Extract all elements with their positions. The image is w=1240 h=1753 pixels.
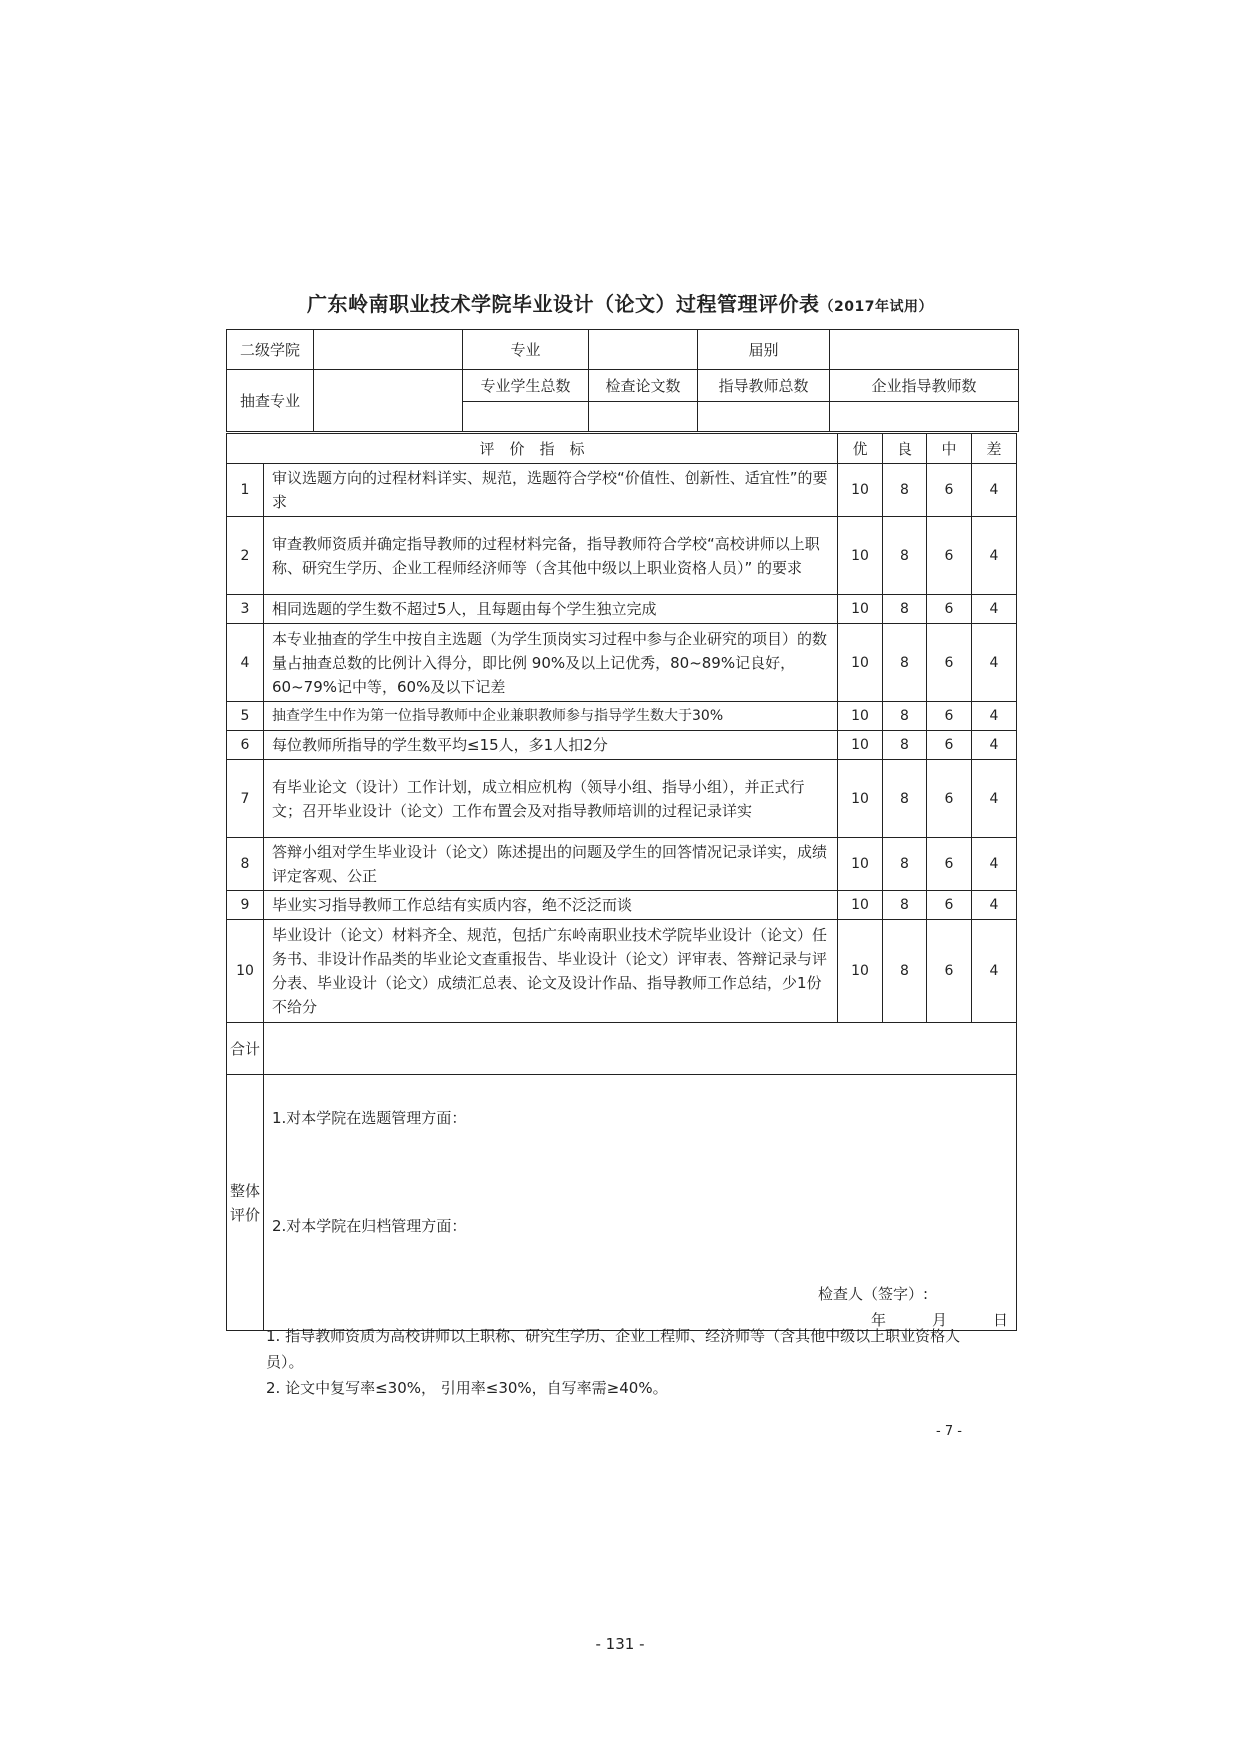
col-enterprise-teachers: 企业指导教师数: [830, 370, 1019, 402]
form-title-suffix: （2017年试用）: [819, 299, 933, 315]
footnote-1: 1. 指导教师资质为高校讲师以上职称、研究生学历、企业工程师、经济师等（含其他中级以上职业资格人员）。: [266, 1327, 961, 1371]
row-number: 9: [227, 891, 264, 920]
table-row: [227, 702, 1017, 731]
score-good[interactable]: 8: [883, 760, 927, 838]
outer-page-number: - 131 -: [595, 1635, 645, 1653]
row-number: 10: [227, 920, 264, 1023]
col-total-teachers: 指导教师总数: [698, 370, 830, 402]
row-number: 6: [227, 731, 264, 760]
score-fair[interactable]: 6: [927, 891, 972, 920]
criteria-table: [226, 433, 1017, 1331]
score-excellent[interactable]: 10: [838, 760, 883, 838]
score-fair[interactable]: 6: [927, 702, 972, 731]
score-poor[interactable]: 4: [972, 517, 1017, 595]
table-row: [227, 464, 1017, 517]
month-label: 月: [931, 1311, 947, 1329]
criterion-text: 每位教师所指导的学生数平均≤15人，多1人扣2分: [264, 731, 838, 760]
criterion-text: 毕业设计（论文）材料齐全、规范，包括广东岭南职业技术学院毕业设计（论文）任务书、非设计作品类的毕业论文查重报告、毕业设计（论文）评审表、答辩记录与评分表、毕业设计（论文）成绩汇总表、论文及设计作品、指导教师工作总结，少1份不给分: [264, 920, 838, 1023]
day-label: 日: [993, 1311, 1009, 1329]
college-field[interactable]: [314, 330, 463, 370]
college-label: 二级学院: [227, 330, 314, 370]
col-total-students: 专业学生总数: [463, 370, 589, 402]
table-row: [227, 731, 1017, 760]
score-poor[interactable]: 4: [972, 702, 1017, 731]
table-row: [227, 760, 1017, 838]
table-row: [227, 891, 1017, 920]
grade-good: 良: [883, 434, 927, 464]
score-excellent[interactable]: 10: [838, 464, 883, 517]
overall-item-topic: 1.对本学院在选题管理方面：: [272, 1109, 467, 1127]
criterion-text: 抽查学生中作为第一位指导教师中企业兼职教师参与指导学生数大于30%: [264, 702, 838, 731]
table-row: [227, 517, 1017, 595]
score-fair[interactable]: 6: [927, 517, 972, 595]
score-excellent[interactable]: 10: [838, 517, 883, 595]
score-fair[interactable]: 6: [927, 595, 972, 624]
total-students-field[interactable]: [463, 402, 589, 432]
score-excellent[interactable]: 10: [838, 838, 883, 891]
score-excellent[interactable]: 10: [838, 595, 883, 624]
footnotes: [266, 1323, 996, 1401]
score-good[interactable]: 8: [883, 891, 927, 920]
score-poor[interactable]: 4: [972, 464, 1017, 517]
overall-evaluation-field[interactable]: [264, 1075, 1017, 1331]
row-number: 3: [227, 595, 264, 624]
sample-major-label: 抽查专业: [227, 370, 314, 432]
score-good[interactable]: 8: [883, 595, 927, 624]
criterion-text: 有毕业论文（设计）工作计划，成立相应机构（领导小组、指导小组），并正式行文；召开毕业设计（论文）工作布置会及对指导教师培训的过程记录详实: [264, 760, 838, 838]
major-label: 专业: [463, 330, 589, 370]
inspector-signature-label: 检查人（签字）:: [817, 1285, 929, 1303]
criterion-text: 相同选题的学生数不超过5人，且每题由每个学生独立完成: [264, 595, 838, 624]
table-row: [227, 920, 1017, 1023]
criteria-heading: 评 价 指 标: [227, 434, 838, 464]
overall-item-archive: 2.对本学院在归档管理方面：: [272, 1217, 467, 1235]
enterprise-teachers-field[interactable]: [830, 402, 1019, 432]
score-good[interactable]: 8: [883, 517, 927, 595]
score-poor[interactable]: 4: [972, 891, 1017, 920]
score-good[interactable]: 8: [883, 920, 927, 1023]
row-number: 1: [227, 464, 264, 517]
score-good[interactable]: 8: [883, 624, 927, 702]
score-poor[interactable]: 4: [972, 760, 1017, 838]
score-good[interactable]: 8: [883, 702, 927, 731]
inner-page-number: - 7 -: [936, 1424, 962, 1439]
score-fair[interactable]: 6: [927, 731, 972, 760]
footnote-2: 2. 论文中复写率≤30%， 引用率≤30%，自写率需≥40%。: [266, 1379, 668, 1397]
form-title-main: 广东岭南职业技术学院毕业设计（论文）过程管理评价表: [307, 292, 820, 316]
score-fair[interactable]: 6: [927, 760, 972, 838]
score-poor[interactable]: 4: [972, 731, 1017, 760]
score-poor[interactable]: 4: [972, 624, 1017, 702]
table-row: [227, 624, 1017, 702]
criterion-text: 毕业实习指导教师工作总结有实质内容，绝不泛泛而谈: [264, 891, 838, 920]
total-label: 合计: [227, 1023, 264, 1075]
checked-papers-field[interactable]: [589, 402, 698, 432]
cohort-label: 届别: [698, 330, 830, 370]
overall-label: 整体评价: [227, 1075, 264, 1331]
major-field[interactable]: [589, 330, 698, 370]
score-good[interactable]: 8: [883, 838, 927, 891]
cohort-field[interactable]: [830, 330, 1019, 370]
score-fair[interactable]: 6: [927, 464, 972, 517]
row-number: 5: [227, 702, 264, 731]
col-checked-papers: 检查论文数: [589, 370, 698, 402]
score-poor[interactable]: 4: [972, 595, 1017, 624]
score-fair[interactable]: 6: [927, 624, 972, 702]
row-number: 8: [227, 838, 264, 891]
table-row: [227, 595, 1017, 624]
criterion-text: 审查教师资质并确定指导教师的过程材料完备，指导教师符合学校“高校讲师以上职称、研究生学历、企业工程师经济师等（含其他中级以上职业资格人员）” 的要求: [264, 517, 838, 595]
row-number: 7: [227, 760, 264, 838]
criterion-text: 答辩小组对学生毕业设计（论文）陈述提出的问题及学生的回答情况记录详实，成绩评定客观、公正: [264, 838, 838, 891]
grade-fair: 中: [927, 434, 972, 464]
year-label: 年: [870, 1311, 886, 1329]
total-teachers-field[interactable]: [698, 402, 830, 432]
form-title: [0, 288, 1240, 317]
sample-major-field[interactable]: [314, 370, 463, 432]
score-poor[interactable]: 4: [972, 920, 1017, 1023]
score-excellent[interactable]: 10: [838, 731, 883, 760]
table-row: [227, 838, 1017, 891]
header-table: [226, 329, 1019, 432]
row-number: 4: [227, 624, 264, 702]
score-excellent[interactable]: 10: [838, 702, 883, 731]
total-field[interactable]: [264, 1023, 1017, 1075]
criterion-text: 审议选题方向的过程材料详实、规范，选题符合学校“价值性、创新性、适宜性”的要求: [264, 464, 838, 517]
score-fair[interactable]: 6: [927, 838, 972, 891]
score-poor[interactable]: 4: [972, 838, 1017, 891]
score-fair[interactable]: 6: [927, 920, 972, 1023]
row-number: 2: [227, 517, 264, 595]
score-excellent[interactable]: 10: [838, 891, 883, 920]
criterion-text: 本专业抽查的学生中按自主选题（为学生顶岗实习过程中参与企业研究的项目）的数量占抽查总数的比例计入得分，即比例 90%及以上记优秀，80~89%记良好，60~79%记中等，60%及以下记差: [264, 624, 838, 702]
score-good[interactable]: 8: [883, 731, 927, 760]
score-good[interactable]: 8: [883, 464, 927, 517]
score-excellent[interactable]: 10: [838, 920, 883, 1023]
score-excellent[interactable]: 10: [838, 624, 883, 702]
grade-excellent: 优: [838, 434, 883, 464]
grade-poor: 差: [972, 434, 1017, 464]
